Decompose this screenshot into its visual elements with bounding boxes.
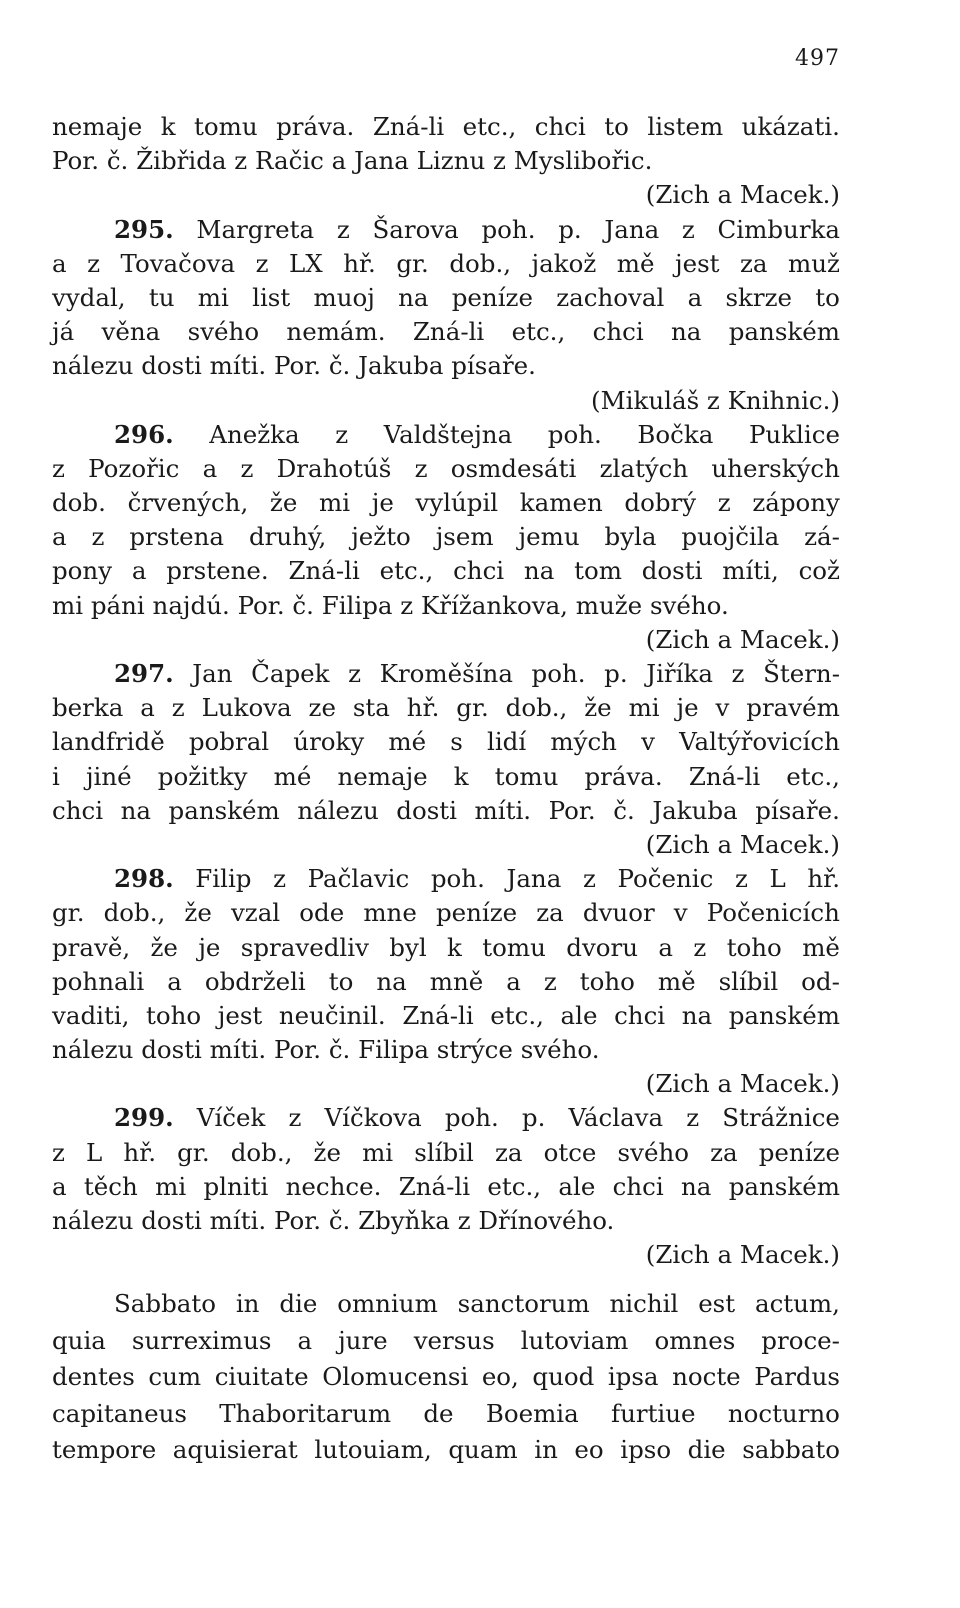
text-line: a těch mi plniti nechce. Zná-li etc., ale chci na panském [52,1171,840,1201]
text-line [52,1067,840,1101]
text-line: chci na panském nálezu dosti míti. Por. č. Jakuba písaře. [52,795,840,825]
line-text: (Zich a Macek.) [645,180,840,210]
text-line: 297. Jan Čapek z Kroměšína poh. p. Jiříka z Štern- [52,657,840,691]
text-line: dob. črvených, že mi je vylúpil kamen dobrý z zápony [52,488,840,518]
entry-number: 298. [114,864,174,894]
text-line: z L hř. gr. dob., že mi slíbil za otce svého za peníze [52,1137,840,1167]
line-text: (Zich a Macek.) [645,829,840,859]
text-line [52,178,840,212]
latin-line: quia surreximus a jure versus lutoviam omnes proce- [52,1325,840,1355]
text-line [52,384,840,418]
entry-number: 295. [114,214,174,244]
book-page [52,0,840,1608]
text-line: 295. Margreta z Šarova poh. p. Jana z Cimburka [52,213,840,247]
text-line: landfridě pobral úroky mé s lidí mých v Valtýřovicích [52,727,840,757]
main-text-block [52,110,840,1272]
latin-line: capitaneus Thaboritarum de Boemia furtiue nocturno [52,1398,840,1428]
line-text: nálezu dosti míti. Por. č. Filipa strýce svého. [52,1035,600,1065]
text-line: nemaje k tomu práva. Zná-li etc., chci to listem ukázati. [52,112,840,141]
text-line [52,144,840,178]
text-line: a z Tovačova z LX hř. gr. dob., jakož mě jest za muž [52,248,840,278]
latin-line: tempore aquisierat lutouiam, quam in eo ipso die sabbato [52,1435,840,1464]
latin-line: Sabbato in die omnium sanctorum nichil est actum, [114,1289,840,1318]
latin-paragraph [52,1286,840,1469]
text-line [52,349,840,383]
text-line [52,1238,840,1272]
text-line: z Pozořic a z Drahotúš z osmdesáti zlatých uherských [52,453,840,483]
text-line [52,1204,840,1238]
text-line: pony a prstene. Zná-li etc., chci na tom dosti míti, což [52,556,840,586]
text-line [52,623,840,657]
line-text: mi páni najdú. Por. č. Filipa z Křížankova, muže svého. [52,590,729,620]
text-line: vaditi, toho jest neučinil. Zná-li etc., ale chci na panském [52,1000,840,1030]
text-line: i jiné požitky mé nemaje k tomu práva. Zná-li etc., [52,761,840,791]
text-line [52,828,840,862]
text-line: gr. dob., že vzal ode mne peníze za dvuor v Počenicích [52,898,840,928]
entry-number: 296. [114,419,174,449]
text-line [52,589,840,623]
entry-number: 299. [114,1103,174,1133]
line-text: nálezu dosti míti. Por. č. Jakuba písaře. [52,351,536,381]
line-text: (Mikuláš z Knihnic.) [591,385,840,415]
text-line [52,1033,840,1067]
line-text: Por. č. Žibřida z Račic a Jana Liznu z Myslibořic. [52,146,653,176]
text-line: a z prstena druhý, ježto jsem jemu byla puojčila zá- [52,522,840,552]
text-line: pravě, že je spravedliv byl k tomu dvoru a z toho mě [52,932,840,962]
line-text: (Zich a Macek.) [645,1240,840,1270]
latin-line: dentes cum ciuitate Olomucensi eo, quod ipsa nocte Pardus [52,1362,840,1391]
text-line: pohnali a obdrželi to na mně a z toho mě slíbil od- [52,966,840,996]
line-text: (Zich a Macek.) [645,1069,840,1099]
line-text: (Zich a Macek.) [645,624,840,654]
text-line: 296. Anežka z Valdštejna poh. Bočka Puklice [52,418,840,452]
text-line: vydal, tu mi list muoj na peníze zachoval a skrze to [52,282,840,312]
text-line: já věna svého nemám. Zná-li etc., chci na panském [52,317,840,347]
entry-number: 297. [114,659,174,688]
line-text: nálezu dosti míti. Por. č. Zbyňka z Dřínového. [52,1206,615,1235]
text-line: 298. Filip z Pačlavic poh. Jana z Počenic z L hř. [52,862,840,896]
page-number: 497 [795,46,840,71]
text-line: berka a z Lukova ze sta hř. gr. dob., že mi je v pravém [52,693,840,723]
text-line: 299. Víček z Víčkova poh. p. Václava z Strážnice [52,1101,840,1135]
